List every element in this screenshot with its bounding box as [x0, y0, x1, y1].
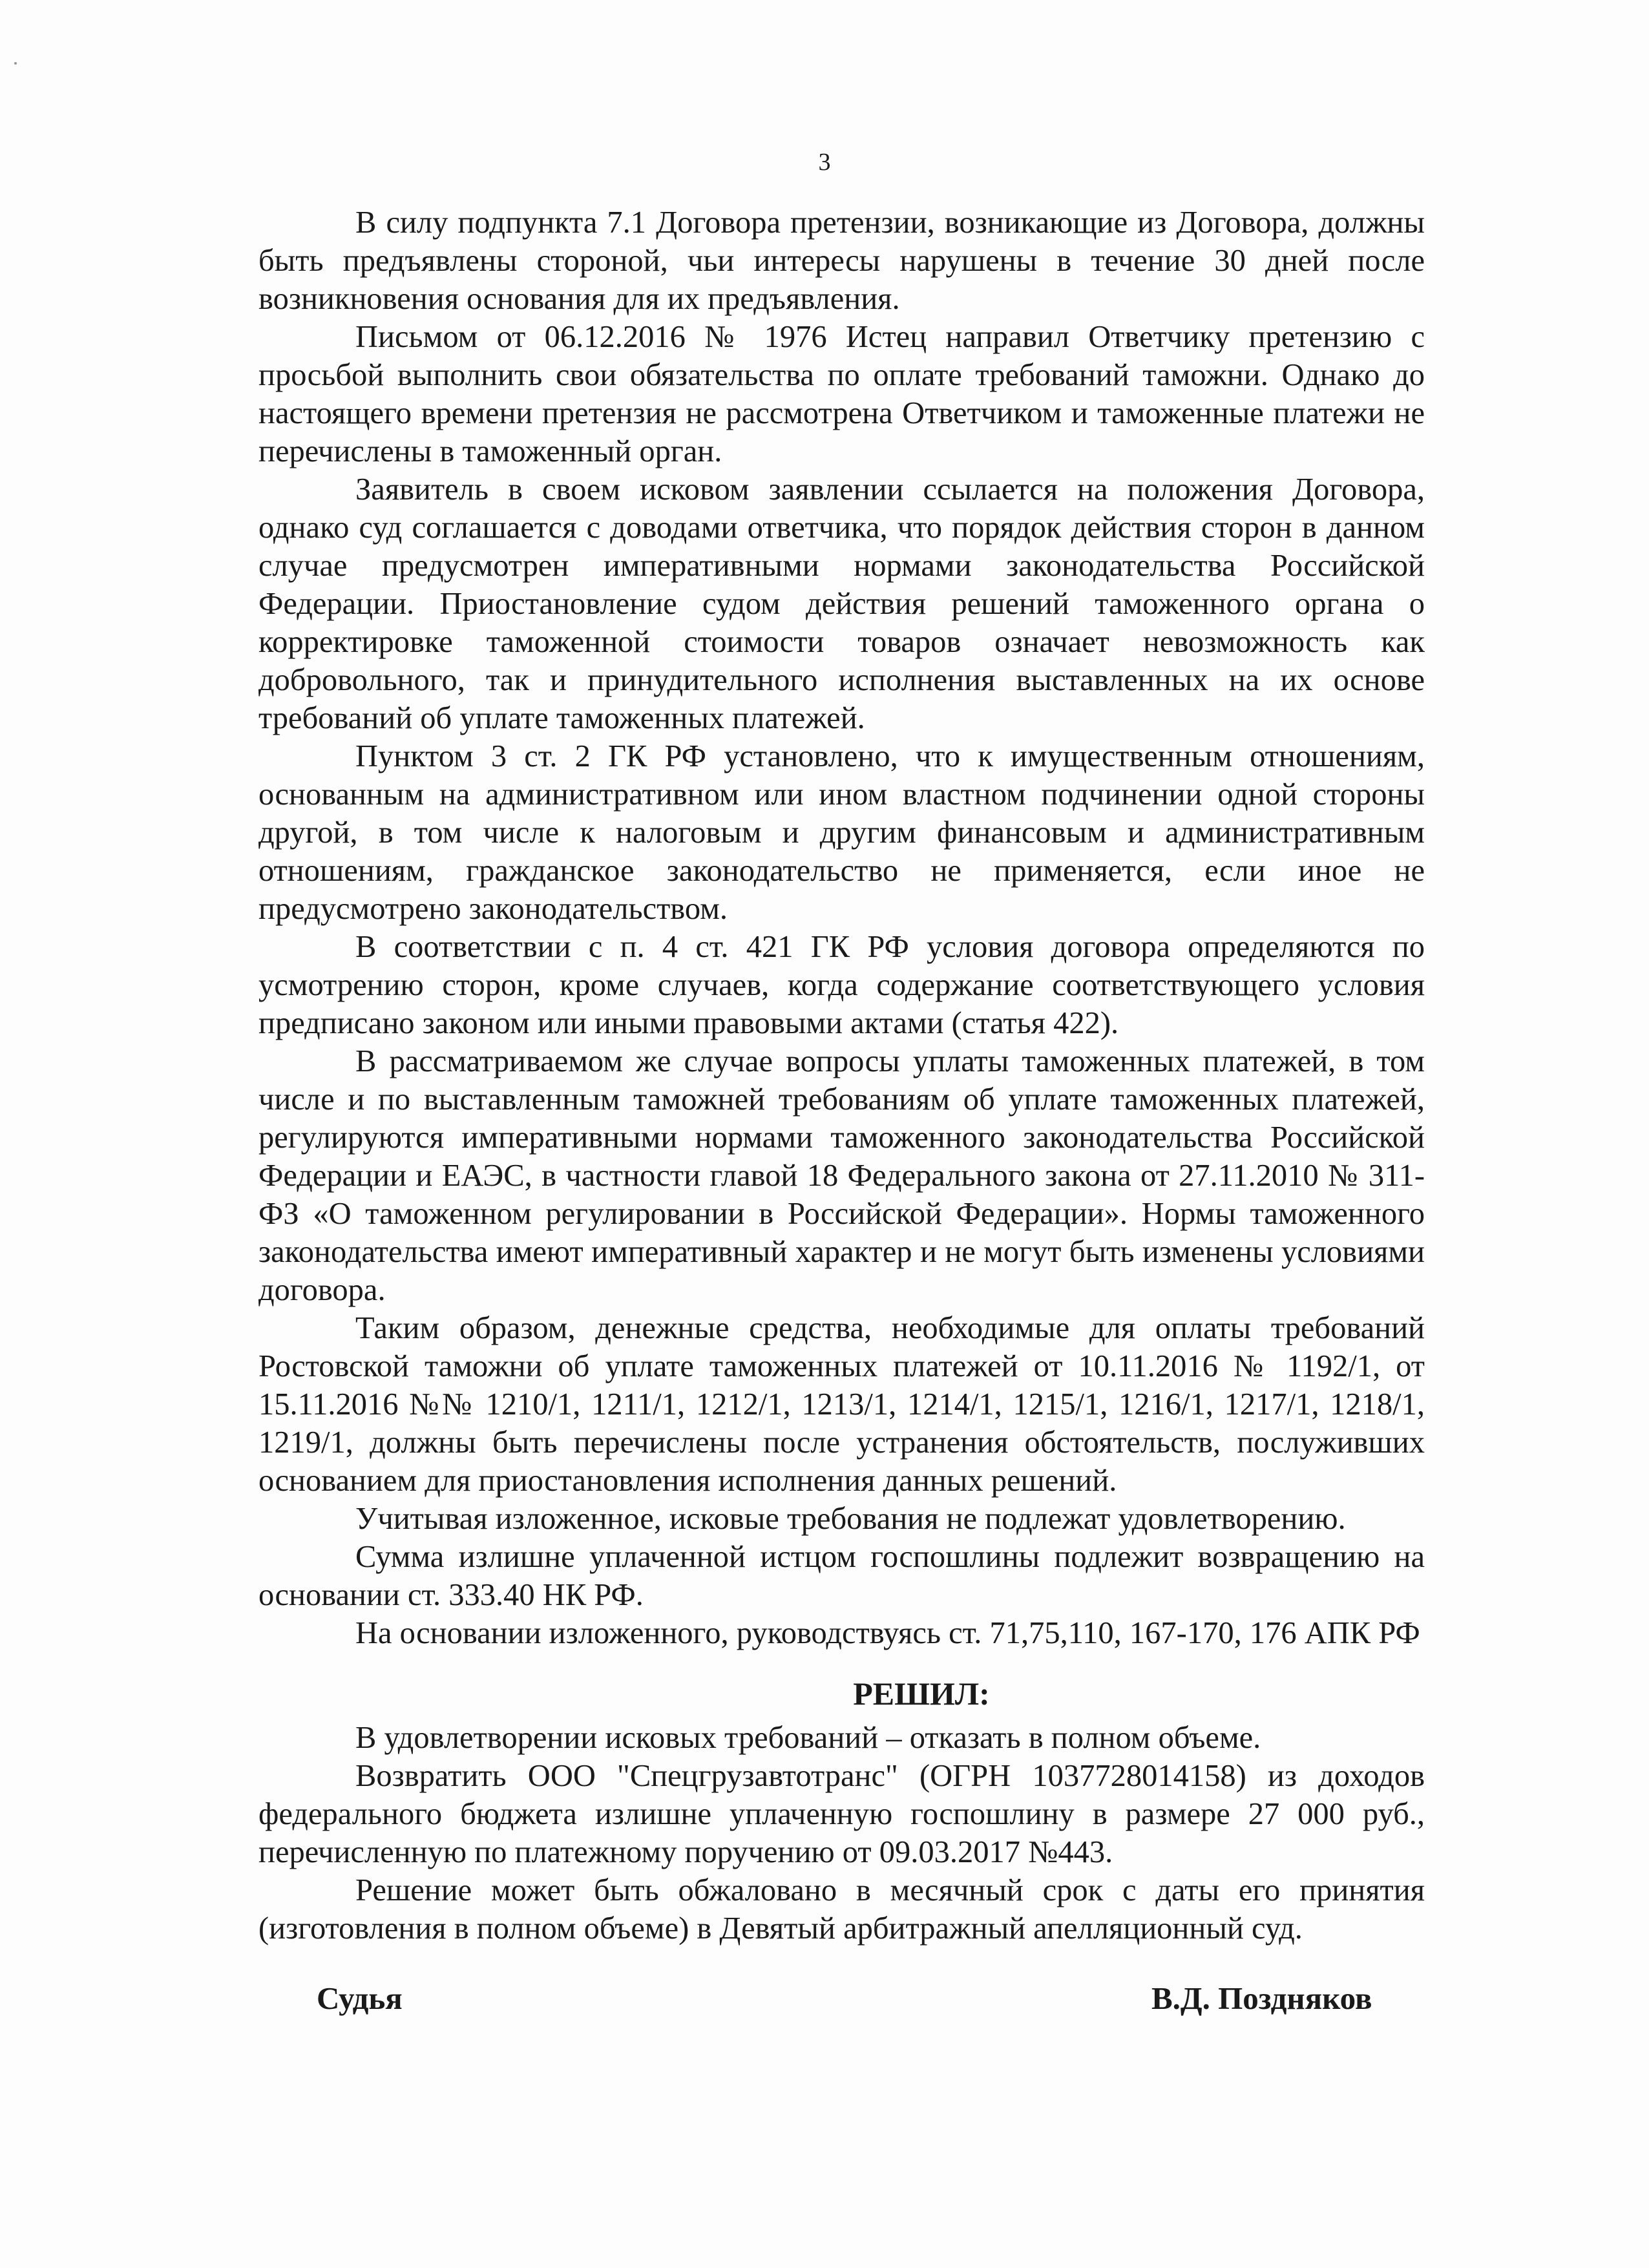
paragraph-customs-regulation: В рассматриваемом же случае вопросы уплаты таможенных платежей, в том числе и по выставленным таможней требованиям об уплате таможенных платежей, регулируются императивными нормами таможенного законодательства Российской Федерации и ЕАЭС, в частности главой 18 Федерального закона от 27.11.2010 № 311-ФЗ «О таможенном регулировании в Российской Федерации». Нормы таможенного законодательства имеют императивный характер и не могут быть изменены условиями договора. [258, 1044, 1425, 1307]
scan-speck [14, 62, 17, 65]
body-text [258, 204, 1425, 1652]
decision-paragraph-refund: Возвратить ООО "Спецгрузавтотранс" (ОГРН 1037728014158) из доходов федерального бюджета излишне уплаченную госпошлину в размере 27 000 руб., перечисленную по платежному поручению от 09.03.2017 №443. [258, 1759, 1425, 1869]
decision-text [258, 1719, 1425, 1948]
decision-paragraph-refusal: В удовлетворении исковых требований – отказать в полном объеме. [355, 1721, 1261, 1755]
decision-paragraph-appeal: Решение может быть обжаловано в месячный срок с даты его принятия (изготовления в полном объеме) в Девятый арбитражный апелляционный суд. [258, 1873, 1425, 1946]
signature-role: Судья [317, 1980, 403, 2016]
signature-name: В.Д. Поздняков [1151, 1980, 1372, 2016]
page-number: 3 [818, 149, 831, 176]
paragraph-customs-payments: Таким образом, денежные средства, необходимые для оплаты требований Ростовской таможни об уплате таможенных платежей от 10.11.2016 № 1192/1, от 15.11.2016 №№ 1210/1, 1211/1, 1212/1, 1213/1, 1214/1, 1215/1, 1216/1, 1217/1, 1218/1, 1219/1, должны быть перечислены после устранения обстоятельств, послуживших основанием для приостановления исполнения данных решений. [258, 1311, 1425, 1498]
paragraph-legal-basis: На основании изложенного, руководствуясь ст. 71,75,110, 167-170, 176 АПК РФ [355, 1616, 1420, 1650]
paragraph-civil-code-art-421: В соответствии с п. 4 ст. 421 ГК РФ условия договора определяются по усмотрению сторон, кроме случаев, когда содержание соответствующего условия предписано законом или иными правовыми актами (статья 422). [258, 930, 1425, 1040]
paragraph-claim-letter: Письмом от 06.12.2016 № 1976 Истец направил Ответчику претензию с просьбой выполнить свои обязательства по оплате требований таможни. Однако до настоящего времени претензия не рассмотрена Ответчиком и таможенные платежи не перечислены в таможенный орган. [258, 320, 1425, 468]
decision-heading: РЕШИЛ: [853, 1675, 990, 1712]
paragraph-state-duty-refund: Сумма излишне уплаченной истцом госпошлины подлежит возвращению на основании ст. 333.40 НК РФ. [258, 1540, 1425, 1612]
paragraph-applicant-position: Заявитель в своем исковом заявлении ссылается на положения Договора, однако суд соглашается с доводами ответчика, что порядок действия сторон в данном случае предусмотрен императивными нормами законодательства Российской Федерации. Приостановление судом действия решений таможенного органа о корректировке таможенной стоимости товаров означает невозможность как добровольного, так и принудительного исполнения выставленных на их основе требований об уплате таможенных платежей. [258, 472, 1425, 735]
paragraph-subclause-7-1: В силу подпункта 7.1 Договора претензии, возникающие из Договора, должны быть предъявлены стороной, чьи интересы нарушены в течение 30 дней после возникновения основания для их предъявления. [258, 205, 1425, 316]
paragraph-claims-rejected: Учитывая изложенное, исковые требования не подлежат удовлетворению. [355, 1502, 1346, 1536]
paragraph-civil-code-art-2: Пунктом 3 ст. 2 ГК РФ установлено, что к имущественным отношениям, основанным на административном или ином властном подчинении одной стороны другой, в том числе к налоговым и другим финансовым и административным отношениям, гражданское законодательство не применяется, если иное не предусмотрено законодательством. [258, 739, 1425, 926]
